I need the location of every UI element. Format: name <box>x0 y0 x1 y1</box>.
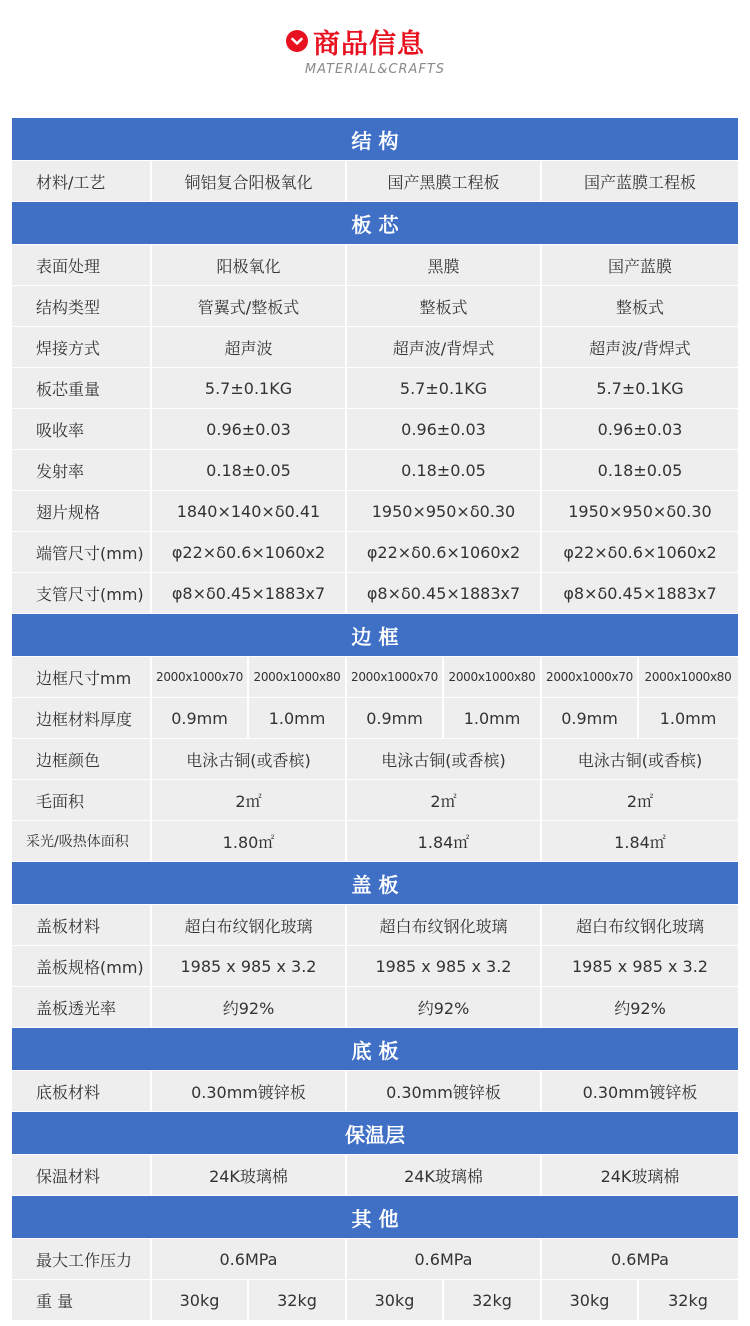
table-cell: 1.0mm <box>249 698 347 738</box>
table-cell: 30kg <box>347 1280 444 1320</box>
table-cell: 电泳古铜(或香槟) <box>152 739 347 779</box>
table-cell: 1.0mm <box>659 708 717 728</box>
section-header-other: 其 他 <box>12 1196 738 1239</box>
row-label: 毛面积 <box>12 780 152 820</box>
table-row <box>12 1280 738 1321</box>
table-cell: 整板式 <box>347 286 542 326</box>
table-cell: 2000x1000x80 <box>249 657 347 697</box>
row-label: 最大工作压力 <box>12 1239 152 1279</box>
table-row <box>12 1155 738 1196</box>
table-cell: 30kg <box>152 1280 249 1320</box>
table-cell: φ22×δ0.6×1060x2 <box>152 532 347 572</box>
table-cell: 24K玻璃棉 <box>347 1155 542 1195</box>
table-row <box>12 780 738 821</box>
table-cell: 0.30mm镀锌板 <box>582 1082 698 1102</box>
table-cell: 0.96±0.03 <box>347 409 542 449</box>
table-cell: 0.9mm <box>152 698 249 738</box>
section-header-core: 板 芯 <box>12 202 738 245</box>
table-cell: 1.80㎡ <box>152 821 347 861</box>
table-cell: 2000x1000x70 <box>152 657 249 697</box>
table-cell: 电泳古铜(或香槟) <box>347 739 542 779</box>
table-cell: 30kg <box>542 1280 639 1320</box>
table-row <box>12 573 738 614</box>
section-header-backplate: 底 板 <box>12 1028 738 1071</box>
table-cell: 1985 x 985 x 3.2 <box>347 946 542 986</box>
table-cell: 0.9mm <box>347 698 444 738</box>
table-cell: 国产蓝膜工程板 <box>583 172 696 192</box>
table-cell: 1840×140×δ0.41 <box>152 491 347 531</box>
table-row <box>12 946 738 987</box>
table-cell: φ8×δ0.45×1883x7 <box>152 573 347 613</box>
table-cell: 0.18±0.05 <box>347 450 542 490</box>
section-header-cover: 盖 板 <box>12 862 738 905</box>
table-cell: 32kg <box>249 1280 347 1320</box>
table-cell: 黑膜 <box>347 245 542 285</box>
row-label: 发射率 <box>12 450 152 490</box>
table-cell: 24K玻璃棉 <box>600 1166 680 1186</box>
table-cell: 约92% <box>614 998 666 1018</box>
table-cell: 0.6MPa <box>152 1239 347 1279</box>
table-row <box>12 905 738 946</box>
table-cell: 0.18±0.05 <box>152 450 347 490</box>
table-cell: 铜铝复合阳极氧化 <box>152 161 347 201</box>
table-row <box>12 450 738 491</box>
row-label: 边框材料厚度 <box>12 698 152 738</box>
table-cell: 0.30mm镀锌板 <box>347 1071 542 1111</box>
page-title: 商品信息 <box>313 28 425 60</box>
table-row <box>12 1239 738 1280</box>
table-cell: 约92% <box>152 987 347 1027</box>
table-row <box>12 245 738 286</box>
row-label: 端管尺寸(mm) <box>12 532 152 572</box>
table-row <box>12 987 738 1028</box>
table-row <box>12 368 738 409</box>
row-label: 板芯重量 <box>12 368 152 408</box>
table-cell: 1950×950×δ0.30 <box>568 501 712 521</box>
table-cell: 2000x1000x70 <box>542 657 639 697</box>
table-cell: 1950×950×δ0.30 <box>347 491 542 531</box>
row-label: 结构类型 <box>12 286 152 326</box>
table-cell: 超白布纹钢化玻璃 <box>347 905 542 945</box>
table-cell: 1985 x 985 x 3.2 <box>572 956 708 976</box>
table-cell: 0.6MPa <box>347 1239 542 1279</box>
row-label: 边框尺寸mm <box>12 657 152 697</box>
table-cell: 0.18±0.05 <box>597 460 683 480</box>
table-cell: 5.7±0.1KG <box>347 368 542 408</box>
table-cell: 2000x1000x70 <box>347 657 444 697</box>
table-cell: φ22×δ0.6×1060x2 <box>563 542 717 562</box>
table-cell: 阳极氧化 <box>152 245 347 285</box>
table-cell: 1.84㎡ <box>614 832 666 852</box>
row-label: 翅片规格 <box>12 491 152 531</box>
table-cell: φ8×δ0.45×1883x7 <box>347 573 542 613</box>
page-subtitle: MATERIAL&CRAFTS <box>304 62 446 77</box>
table-cell: 1.84㎡ <box>347 821 542 861</box>
row-label: 盖板透光率 <box>12 987 152 1027</box>
table-cell: 2000x1000x80 <box>444 657 542 697</box>
table-cell: 5.7±0.1KG <box>152 368 347 408</box>
table-cell: 32kg <box>668 1290 708 1310</box>
table-cell: 32kg <box>444 1280 542 1320</box>
table-cell: 超白布纹钢化玻璃 <box>575 916 704 936</box>
table-cell: 2㎡ <box>347 780 542 820</box>
table-row <box>12 739 738 780</box>
row-label: 表面处理 <box>12 245 152 285</box>
section-header-structure: 结 构 <box>12 118 738 161</box>
row-label: 采光/吸热体面积 <box>12 821 152 861</box>
table-cell: 管翼式/整板式 <box>152 286 347 326</box>
table-cell: 0.9mm <box>542 698 639 738</box>
table-cell: 5.7±0.1KG <box>596 378 684 398</box>
table-cell: 超声波/背焊式 <box>589 338 691 358</box>
table-cell: 超声波 <box>152 327 347 367</box>
table-cell: φ22×δ0.6×1060x2 <box>347 532 542 572</box>
table-cell: φ8×δ0.45×1883x7 <box>563 583 717 603</box>
row-label: 材料/工艺 <box>12 161 152 201</box>
table-cell: 国产黑膜工程板 <box>347 161 542 201</box>
page-header <box>0 0 750 118</box>
table-cell: 1985 x 985 x 3.2 <box>152 946 347 986</box>
table-cell: 2000x1000x80 <box>644 670 732 684</box>
table-cell: 约92% <box>347 987 542 1027</box>
row-label: 吸收率 <box>12 409 152 449</box>
row-label: 保温材料 <box>12 1155 152 1195</box>
table-cell: 2㎡ <box>152 780 347 820</box>
spec-table <box>12 118 738 1321</box>
chevron-down-icon <box>286 30 308 52</box>
table-row <box>12 698 738 739</box>
table-cell: 0.96±0.03 <box>597 419 683 439</box>
table-cell: 超白布纹钢化玻璃 <box>152 905 347 945</box>
table-row <box>12 491 738 532</box>
row-label: 盖板规格(mm) <box>12 946 152 986</box>
table-row <box>12 532 738 573</box>
table-row <box>12 409 738 450</box>
table-row <box>12 286 738 327</box>
title-line <box>286 21 425 61</box>
table-cell: 0.6MPa <box>611 1249 669 1269</box>
table-row <box>12 327 738 368</box>
table-cell: 超声波/背焊式 <box>347 327 542 367</box>
table-cell: 国产蓝膜 <box>607 256 672 276</box>
table-row <box>12 821 738 862</box>
table-cell: 1.0mm <box>444 698 542 738</box>
table-cell: 0.96±0.03 <box>152 409 347 449</box>
table-cell: 0.30mm镀锌板 <box>152 1071 347 1111</box>
row-label: 底板材料 <box>12 1071 152 1111</box>
row-label: 重 量 <box>12 1280 152 1320</box>
row-label: 支管尺寸(mm) <box>12 573 152 613</box>
table-cell: 2㎡ <box>626 791 654 811</box>
section-header-frame: 边 框 <box>12 614 738 657</box>
table-row <box>12 161 738 202</box>
table-cell: 整板式 <box>615 297 664 317</box>
table-row <box>12 1071 738 1112</box>
table-cell: 电泳古铜(或香槟) <box>577 750 703 770</box>
table-cell: 24K玻璃棉 <box>152 1155 347 1195</box>
row-label: 边框颜色 <box>12 739 152 779</box>
row-label: 盖板材料 <box>12 905 152 945</box>
row-label: 焊接方式 <box>12 327 152 367</box>
table-row <box>12 657 738 698</box>
section-header-insulation: 保温层 <box>12 1112 738 1155</box>
